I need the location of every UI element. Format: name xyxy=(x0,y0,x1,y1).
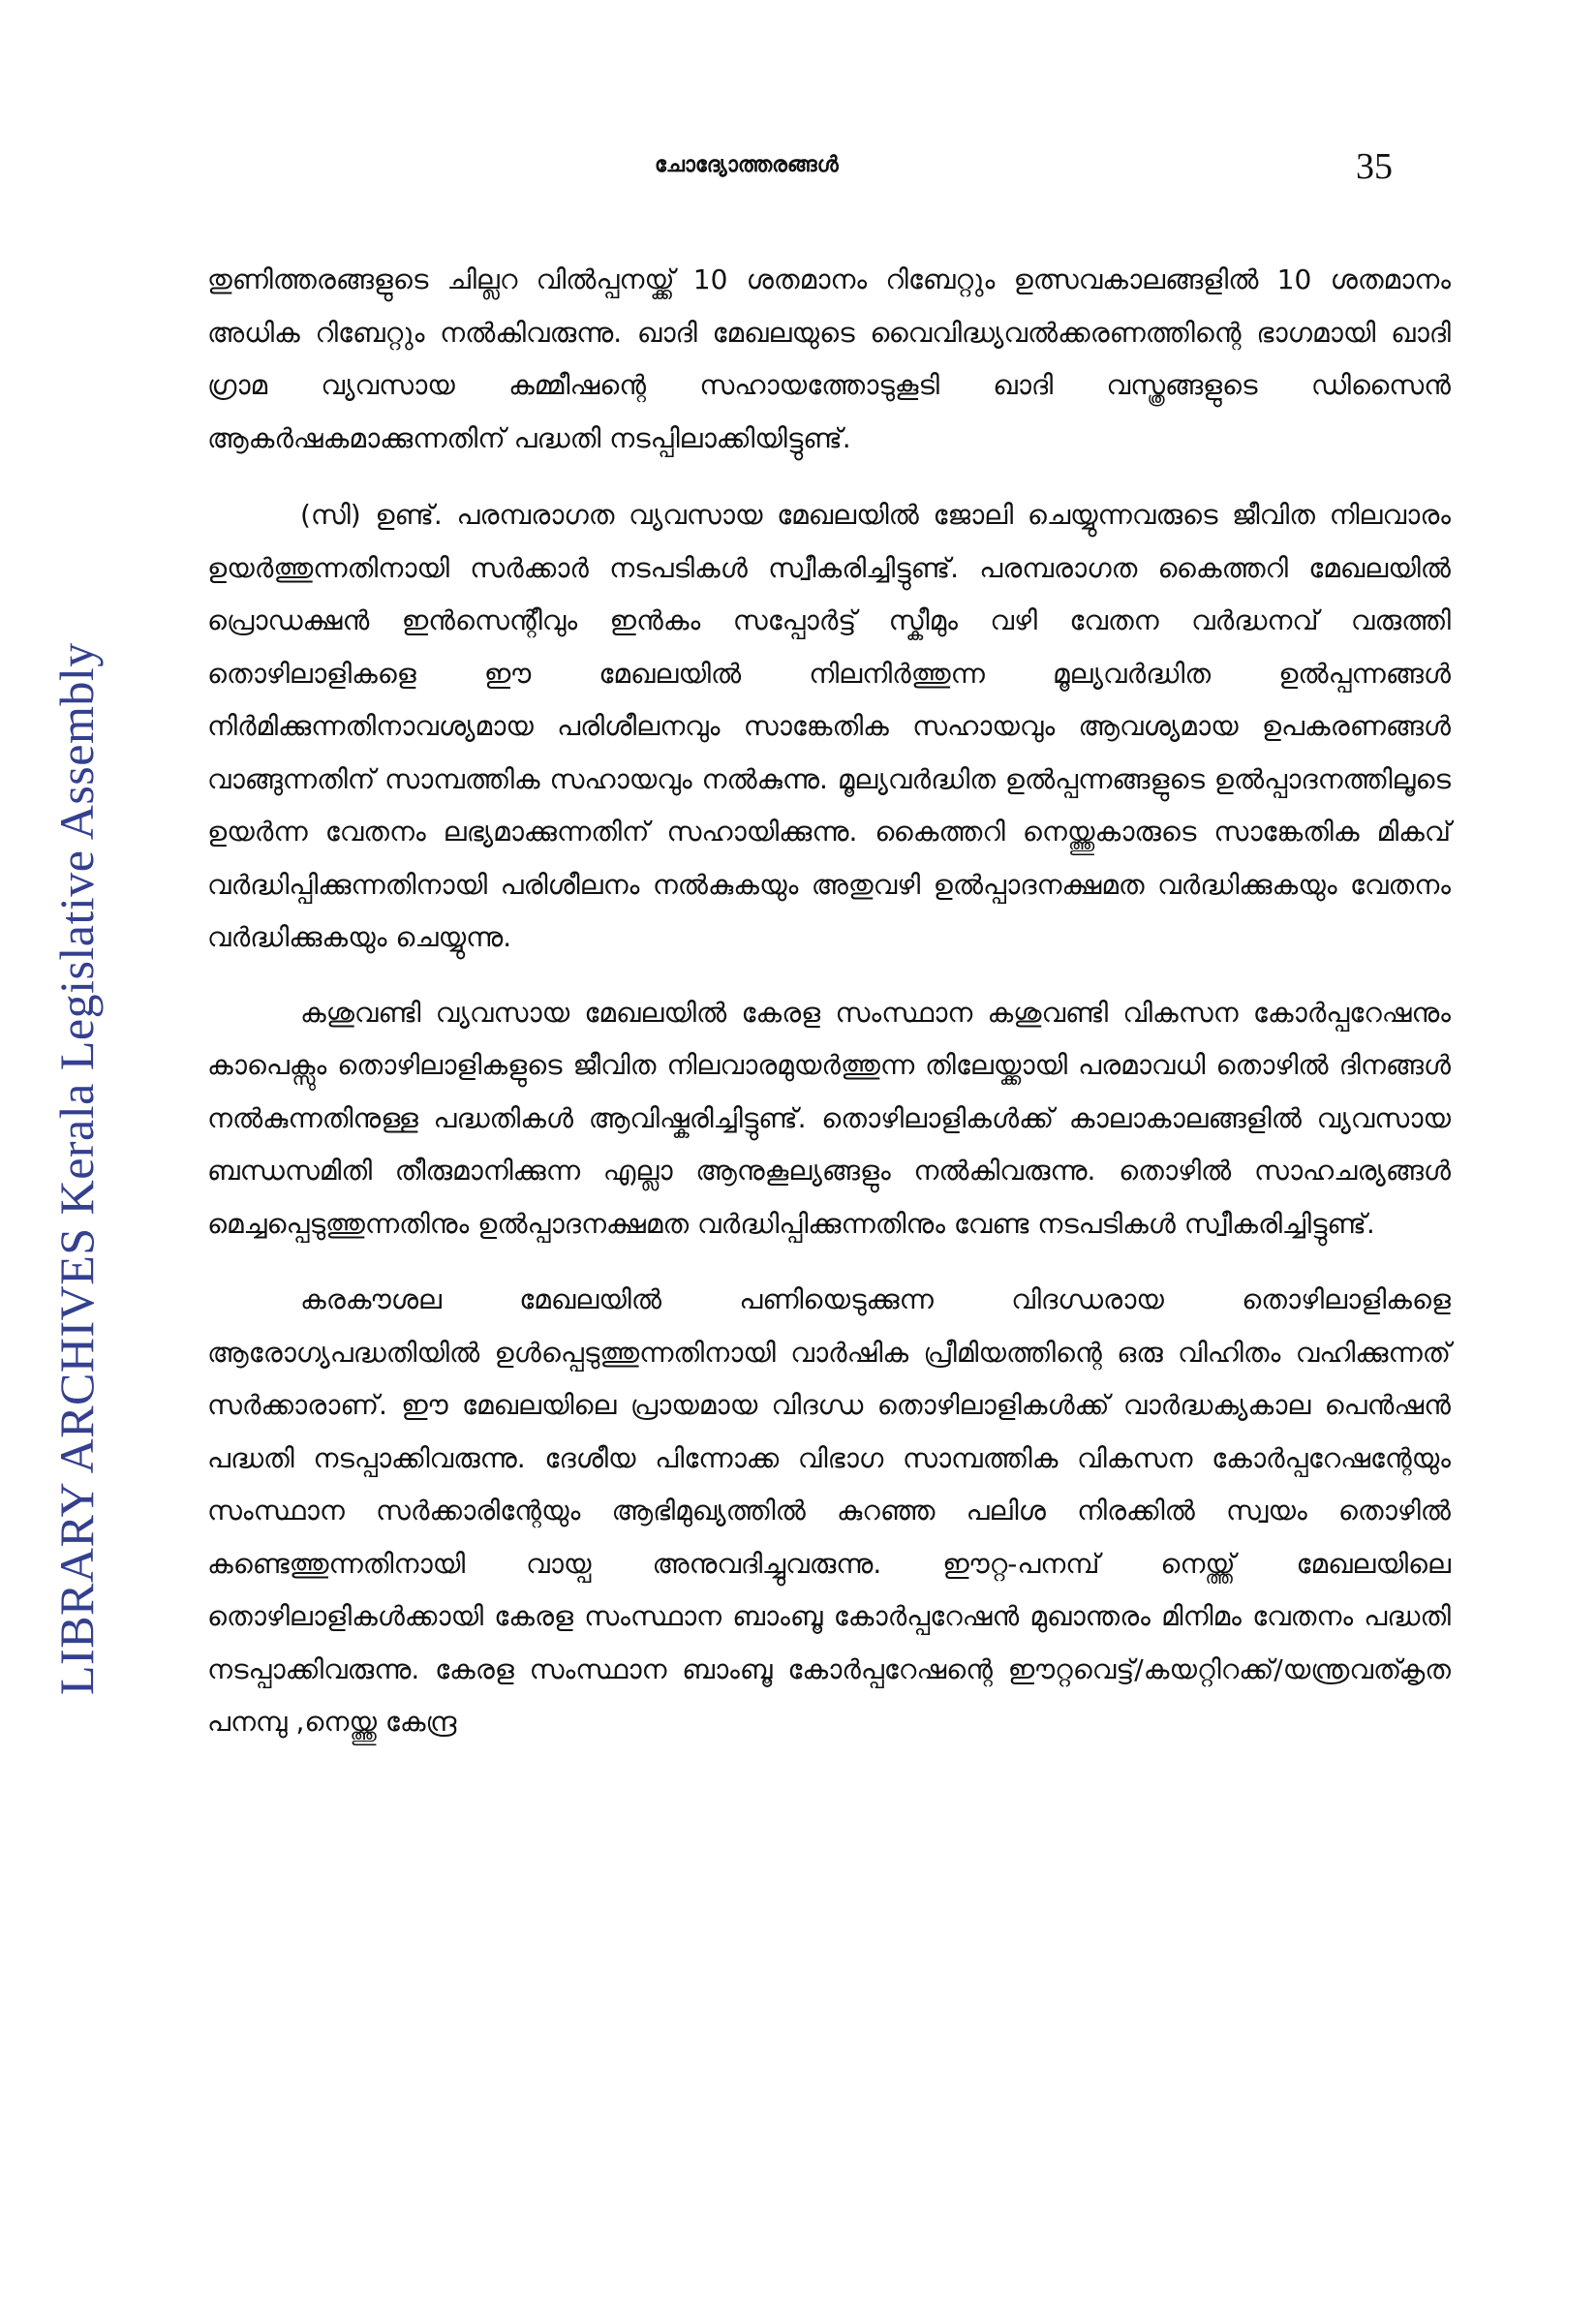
paragraph-cashew-sector: കശുവണ്ടി വ്യവസായ മേഖലയിൽ കേരള സംസ്ഥാന കശുവണ്ടി വികസന കോർപ്പറേഷനും കാപെക്സും തൊഴിലാളികളുടെ ജീവിത നിലവാരമുയർത്തുന്ന തിലേയ്ക്കായി പരമാവധി തൊഴിൽ ദിനങ്ങൾ നൽകുന്നതിനുള്ള പദ്ധതികൾ ആവിഷ്കരിച്ചിട്ടുണ്ട്. തൊഴിലാളികൾക്ക് കാലാകാലങ്ങളിൽ വ്യവസായ ബന്ധസമിതി തീരുമാനിക്കുന്ന എല്ലാ ആനുകൂല്യങ്ങളും നൽകിവരുന്നു. തൊഴിൽ സാഹചര്യങ്ങൾ മെച്ചപ്പെടുത്തുന്നതിനും ഉൽപ്പാദനക്ഷമത വർദ്ധിപ്പിക്കുന്നതിനും വേണ്ട നടപടികൾ സ്വീകരിച്ചിട്ടുണ്ട്. xyxy=(207,996,1451,1240)
running-header-title: ചോദ്യോത്തരങ്ങൾ xyxy=(655,153,839,177)
library-archives-watermark: LIBRARY ARCHIVES Kerala Legislative Assembly xyxy=(49,642,104,1695)
paragraph-handicrafts-sector: കരകൗശല മേഖലയിൽ പണിയെടുക്കുന്ന വിദഗ്ധരായ തൊഴിലാളികളെ ആരോഗ്യപദ്ധതിയിൽ ഉൾപ്പെടുത്തുന്നതിനായി വാർഷിക പ്രീമിയത്തിന്റെ ഒരു വിഹിതം വഹിക്കുന്നത് സർക്കാരാണ്. ഈ മേഖലയിലെ പ്രായമായ വിദഗ്ധ തൊഴിലാളികൾക്ക് വാർദ്ധക്യകാല പെൻഷൻ പദ്ധതി നടപ്പാക്കിവരുന്നു. ദേശീയ പിന്നോക്ക വിഭാഗ സാമ്പത്തിക വികസന കോർപ്പറേഷന്റേയും സംസ്ഥാന സർക്കാരിന്റേയും ആഭിമുഖ്യത്തിൽ കുറഞ്ഞ പലിശ നിരക്കിൽ സ്വയം തൊഴിൽ കണ്ടെത്തുന്നതിനായി വായ്പ അനുവദിച്ചുവരുന്നു. ഈറ്റ-പനമ്പ് നെയ്ത്ത് മേഖലയിലെ തൊഴിലാളികൾക്കായി കേരള സംസ്ഥാന ബാംബൂ കോർപ്പറേഷൻ മുഖാന്തരം മിനിമം വേതനം പദ്ധതി നടപ്പാക്കിവരുന്നു. കേരള സംസ്ഥാന ബാംബൂ കോർപ്പറേഷന്റെ ഈറ്റവെട്ട്/കയറ്റിറക്ക്/യന്ത്രവത്കൃത പനമ്പു ,നെയ്ത്തു കേന്ദ്ര xyxy=(207,1283,1451,1738)
page-number: 35 xyxy=(1356,146,1393,187)
paragraph-traditional-industries: (സി) ഉണ്ട്. പരമ്പരാഗത വ്യവസായ മേഖലയിൽ ജോലി ചെയ്യുന്നവരുടെ ജീവിത നിലവാരം ഉയർത്തുന്നതിനായി സർക്കാർ നടപടികൾ സ്വീകരിച്ചിട്ടുണ്ട്. പരമ്പരാഗത കൈത്തറി മേഖലയിൽ പ്രൊഡക്ഷൻ ഇൻസെന്റീവും ഇൻകം സപ്പോർട്ട് സ്കീമും വഴി വേതന വർദ്ധനവ് വരുത്തി തൊഴിലാളികളെ ഈ മേഖലയിൽ നിലനിർത്തുന്ന മൂല്യവർദ്ധിത ഉൽപ്പന്നങ്ങൾ നിർമിക്കുന്നതിനാവശ്യമായ പരിശീലനവും സാങ്കേതിക സഹായവും ആവശ്യമായ ഉപകരണങ്ങൾ വാങ്ങുന്നതിന് സാമ്പത്തിക സഹായവും നൽകുന്നു. മൂല്യവർദ്ധിത ഉൽപ്പന്നങ്ങളുടെ ഉൽപ്പാദനത്തിലൂടെ ഉയർന്ന വേതനം ലഭ്യമാക്കുന്നതിന് സഹായിക്കുന്നു. കൈത്തറി നെയ്ത്തുകാരുടെ സാങ്കേതിക മികവ് വർദ്ധിപ്പിക്കുന്നതിനായി പരിശീലനം നൽകുകയും അതുവഴി ഉൽപ്പാദനക്ഷമത വർദ്ധിക്കുകയും വേതനം വർദ്ധിക്കുകയും ചെയ്യുന്നു. xyxy=(207,499,1451,953)
paragraph-khadi-rebate: തുണിത്തരങ്ങളുടെ ചില്ലറ വിൽപ്പനയ്ക്ക് 10 ശതമാനം റിബേറ്റും ഉത്സവകാലങ്ങളിൽ 10 ശതമാനം അധിക റിബേറ്റും നൽകിവരുന്നു. ഖാദി മേഖലയുടെ വൈവിദ്ധ്യവൽക്കരണത്തിന്റെ ഭാഗമായി ഖാദി ഗ്രാമ വ്യവസായ കമ്മീഷന്റെ സഹായത്തോടുകൂടി ഖാദി വസ്ത്രങ്ങളുടെ ഡിസൈൻ ആകർഷകമാക്കുന്നതിന് പദ്ധതി നടപ്പിലാക്കിയിട്ടുണ്ട്. xyxy=(207,263,1451,454)
page-body xyxy=(207,254,1451,1749)
